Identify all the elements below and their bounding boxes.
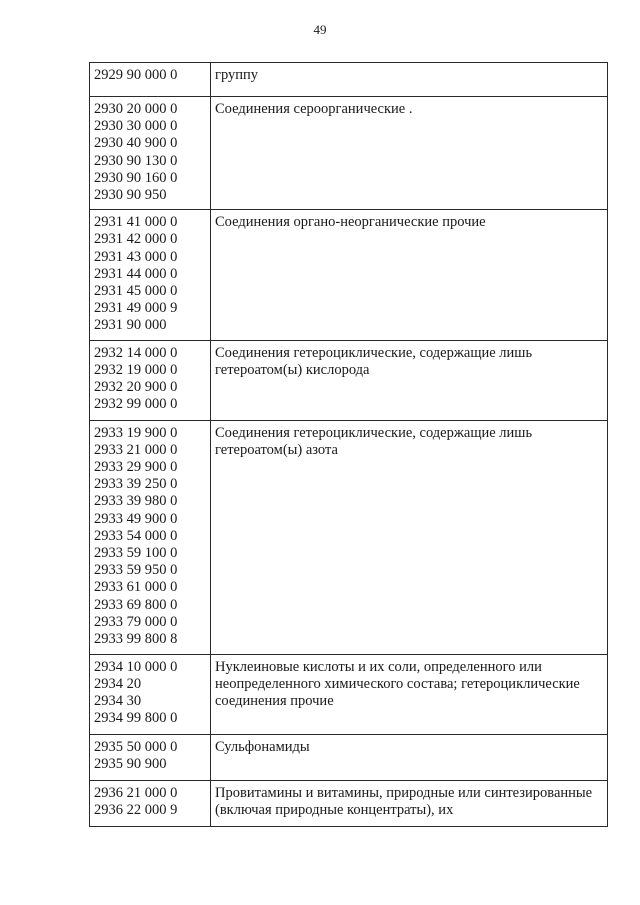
code-line: 2931 49 000 9 bbox=[94, 300, 178, 317]
description-cell bbox=[211, 420, 608, 654]
code-line: 2934 20 bbox=[94, 675, 142, 692]
table-row bbox=[90, 654, 608, 734]
code-line: 2933 19 900 0 bbox=[94, 424, 178, 441]
code-line: 2935 90 900 bbox=[94, 755, 167, 772]
description-text: Сульфонамиды bbox=[215, 738, 310, 755]
tariff-code-table bbox=[89, 62, 608, 827]
code-line: 2933 99 800 8 bbox=[94, 631, 178, 648]
code-line: 2931 45 000 0 bbox=[94, 283, 178, 300]
code-line: 2933 69 800 0 bbox=[94, 596, 178, 613]
table-row bbox=[90, 734, 608, 780]
description-cell bbox=[211, 63, 608, 97]
code-line: 2931 41 000 0 bbox=[94, 214, 178, 231]
table-row bbox=[90, 340, 608, 420]
table-row bbox=[90, 97, 608, 210]
code-line: 2932 14 000 0 bbox=[94, 344, 178, 361]
description-text: группу bbox=[215, 67, 259, 83]
table-row bbox=[90, 63, 608, 97]
table-row bbox=[90, 420, 608, 654]
code-line: 2934 10 000 0 bbox=[94, 658, 178, 675]
description-cell bbox=[211, 340, 608, 420]
code-line: 2932 19 000 0 bbox=[94, 361, 178, 378]
code-line: 2932 20 900 0 bbox=[94, 379, 178, 396]
description-text: Соединения сероорганические . bbox=[215, 101, 413, 117]
code-line: 2932 99 000 0 bbox=[94, 396, 178, 413]
code-line: 2931 42 000 0 bbox=[94, 231, 178, 248]
code-line: 2933 54 000 0 bbox=[94, 527, 178, 544]
code-line: 2933 49 900 0 bbox=[94, 510, 178, 527]
code-cell bbox=[90, 340, 211, 420]
code-line: 2930 90 130 0 bbox=[94, 152, 178, 169]
description-cell bbox=[211, 210, 608, 340]
code-line: 2933 29 900 0 bbox=[94, 459, 178, 476]
table-row bbox=[90, 780, 608, 826]
description-cell bbox=[211, 734, 608, 780]
code-line: 2934 99 800 0 bbox=[94, 710, 178, 727]
description-text: Провитамины и витамины, природные или синтезированные (включая природные концентраты), их bbox=[215, 784, 593, 818]
code-cell bbox=[90, 97, 211, 210]
code-line: 2931 44 000 0 bbox=[94, 265, 178, 282]
code-line: 2930 90 950 bbox=[94, 187, 167, 204]
code-line: 2931 90 000 bbox=[94, 317, 167, 334]
code-line: 2936 22 000 9 bbox=[94, 801, 178, 818]
code-cell bbox=[90, 420, 211, 654]
code-cell bbox=[90, 63, 211, 97]
code-line: 2931 43 000 0 bbox=[94, 248, 178, 265]
code-line: 2933 59 950 0 bbox=[94, 562, 178, 579]
code-line: 2930 90 160 0 bbox=[94, 169, 178, 186]
code-line: 2933 61 000 0 bbox=[94, 579, 178, 596]
description-cell bbox=[211, 780, 608, 826]
description-text: Соединения органо-неорганические прочие bbox=[215, 214, 486, 231]
code-line: 2930 20 000 0 bbox=[94, 101, 178, 117]
code-cell bbox=[90, 210, 211, 340]
code-cell bbox=[90, 780, 211, 826]
code-line: 2934 30 bbox=[94, 693, 142, 710]
code-line: 2930 40 900 0 bbox=[94, 135, 178, 152]
code-line: 2929 90 000 0 bbox=[94, 67, 178, 83]
description-text: Соединения гетероциклические, содержащие лишь гетероатом(ы) кислорода bbox=[215, 344, 533, 378]
code-cell bbox=[90, 734, 211, 780]
code-line: 2935 50 000 0 bbox=[94, 738, 178, 755]
code-line: 2933 39 250 0 bbox=[94, 476, 178, 493]
code-line: 2933 21 000 0 bbox=[94, 441, 178, 458]
page-number: 49 bbox=[313, 22, 327, 37]
description-text: Нуклеиновые кислоты и их соли, определенного или неопределенного химического состава; гетероциклические соединения прочие bbox=[215, 658, 580, 710]
code-line: 2933 79 000 0 bbox=[94, 613, 178, 630]
code-line: 2933 59 100 0 bbox=[94, 545, 178, 562]
code-line: 2936 21 000 0 bbox=[94, 784, 178, 801]
description-text: Соединения гетероциклические, содержащие лишь гетероатом(ы) азота bbox=[215, 424, 533, 458]
code-line: 2933 39 980 0 bbox=[94, 493, 178, 510]
description-cell bbox=[211, 654, 608, 734]
description-cell bbox=[211, 97, 608, 210]
code-line: 2930 30 000 0 bbox=[94, 118, 178, 135]
table-row bbox=[90, 210, 608, 340]
code-cell bbox=[90, 654, 211, 734]
